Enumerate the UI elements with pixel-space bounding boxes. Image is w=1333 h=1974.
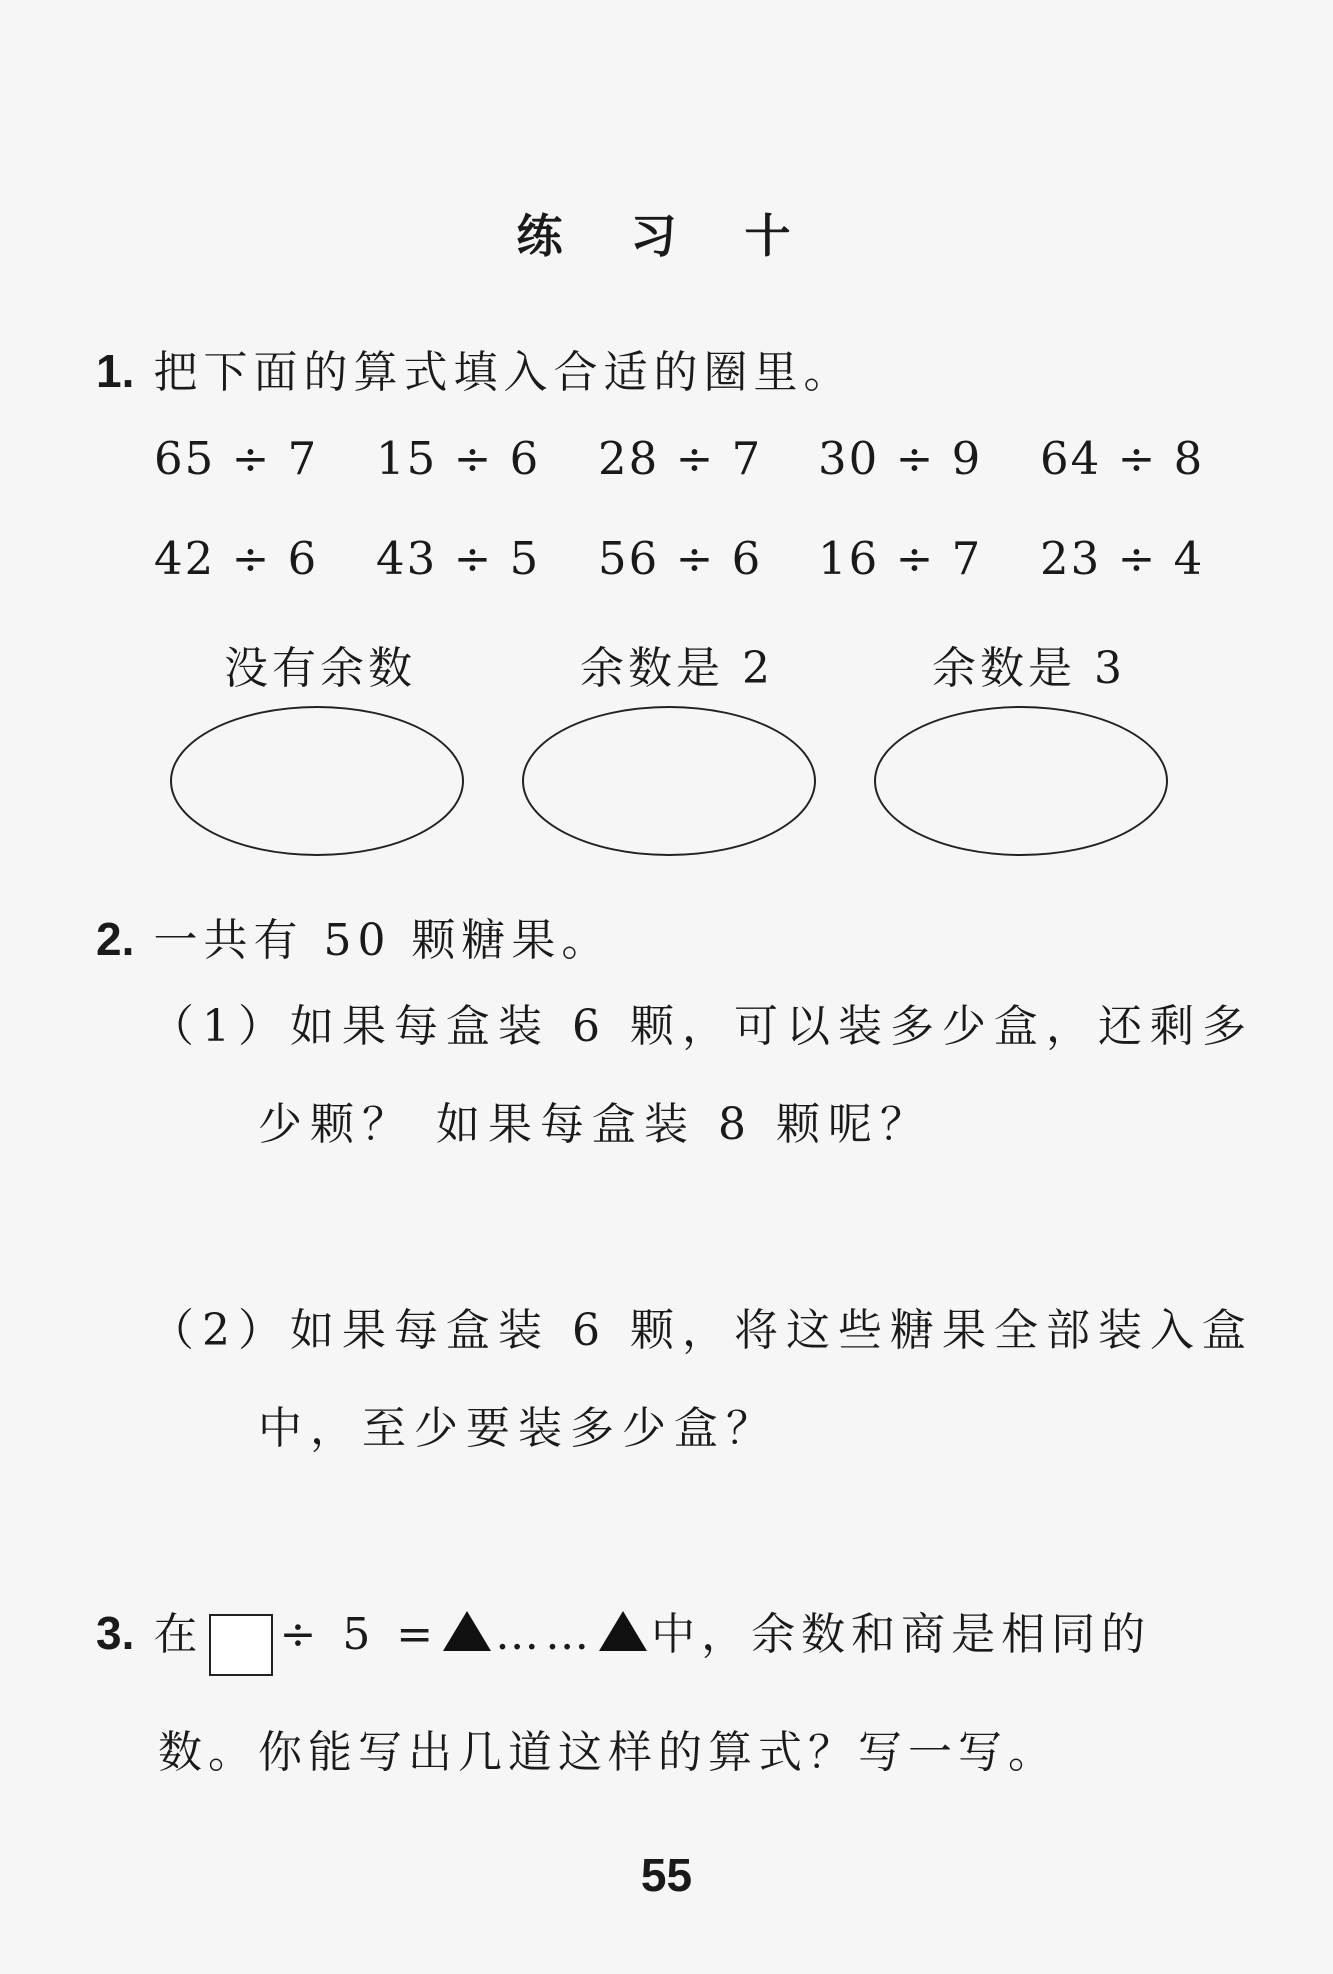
circle-label-no-remainder: 没有余数 xyxy=(224,643,416,694)
part-2-marker: （2） xyxy=(150,1305,290,1356)
expression: 16 ÷ 7 xyxy=(818,532,983,585)
division-part: ÷ 5 = xyxy=(279,1609,440,1660)
question-1-header xyxy=(96,336,853,400)
question-1-text: 把下面的算式填入合适的圈里。 xyxy=(153,347,854,398)
triangle-icon xyxy=(599,1611,647,1651)
expression: 30 ÷ 9 xyxy=(818,432,983,485)
circle-label-remainder-3: 余数是 3 xyxy=(932,643,1126,694)
triangle-icon xyxy=(443,1611,491,1651)
expression: 43 ÷ 5 xyxy=(376,532,541,585)
question-3-number: 3. xyxy=(96,1607,135,1659)
remainder-dots: …… xyxy=(495,1609,596,1660)
expression: 23 ÷ 4 xyxy=(1040,532,1205,585)
question-2-text: 一共有 50 颗糖果。 xyxy=(153,915,612,966)
circle-label-remainder-2: 余数是 2 xyxy=(580,643,774,694)
part-2-line-1: 如果每盒装 6 颗，将这些糖果全部装入盒 xyxy=(290,1305,1254,1356)
part-1-line-1: 如果每盒装 6 颗，可以装多少盒，还剩多 xyxy=(290,1001,1254,1052)
part-1-marker: （1） xyxy=(150,1001,290,1052)
question-2-part-1 xyxy=(150,978,1254,1174)
part-2-line-2: 中，至少要装多少盒？ xyxy=(258,1403,778,1454)
expression: 65 ÷ 7 xyxy=(154,432,319,485)
question-2-part-2 xyxy=(150,1282,1254,1478)
answer-circle-no-remainder[interactable] xyxy=(170,706,464,856)
part-1-line-2: 少颗？ 如果每盒装 8 颗呢？ xyxy=(258,1099,932,1150)
question-3-line-1 xyxy=(96,1598,1151,1679)
question-3-line-2: 数。你能写出几道这样的算式？写一写。 xyxy=(158,1727,1058,1778)
page-number: 55 xyxy=(640,1849,693,1901)
expression: 56 ÷ 6 xyxy=(598,532,763,585)
expression: 42 ÷ 6 xyxy=(154,532,319,585)
answer-circle-remainder-3[interactable] xyxy=(874,706,1168,856)
expression: 28 ÷ 7 xyxy=(598,432,763,485)
question-2-number: 2. xyxy=(96,913,135,965)
answer-circle-remainder-2[interactable] xyxy=(522,706,816,856)
blank-box[interactable] xyxy=(209,1614,273,1676)
question-1-number: 1. xyxy=(96,345,135,397)
page-title: 练 习 十 xyxy=(516,209,817,263)
expression: 15 ÷ 6 xyxy=(376,432,541,485)
question-2-header xyxy=(96,904,611,968)
question-3-prefix: 在 xyxy=(153,1609,204,1660)
expression: 64 ÷ 8 xyxy=(1040,432,1205,485)
question-3-suffix: 中，余数和商是相同的 xyxy=(651,1609,1152,1660)
